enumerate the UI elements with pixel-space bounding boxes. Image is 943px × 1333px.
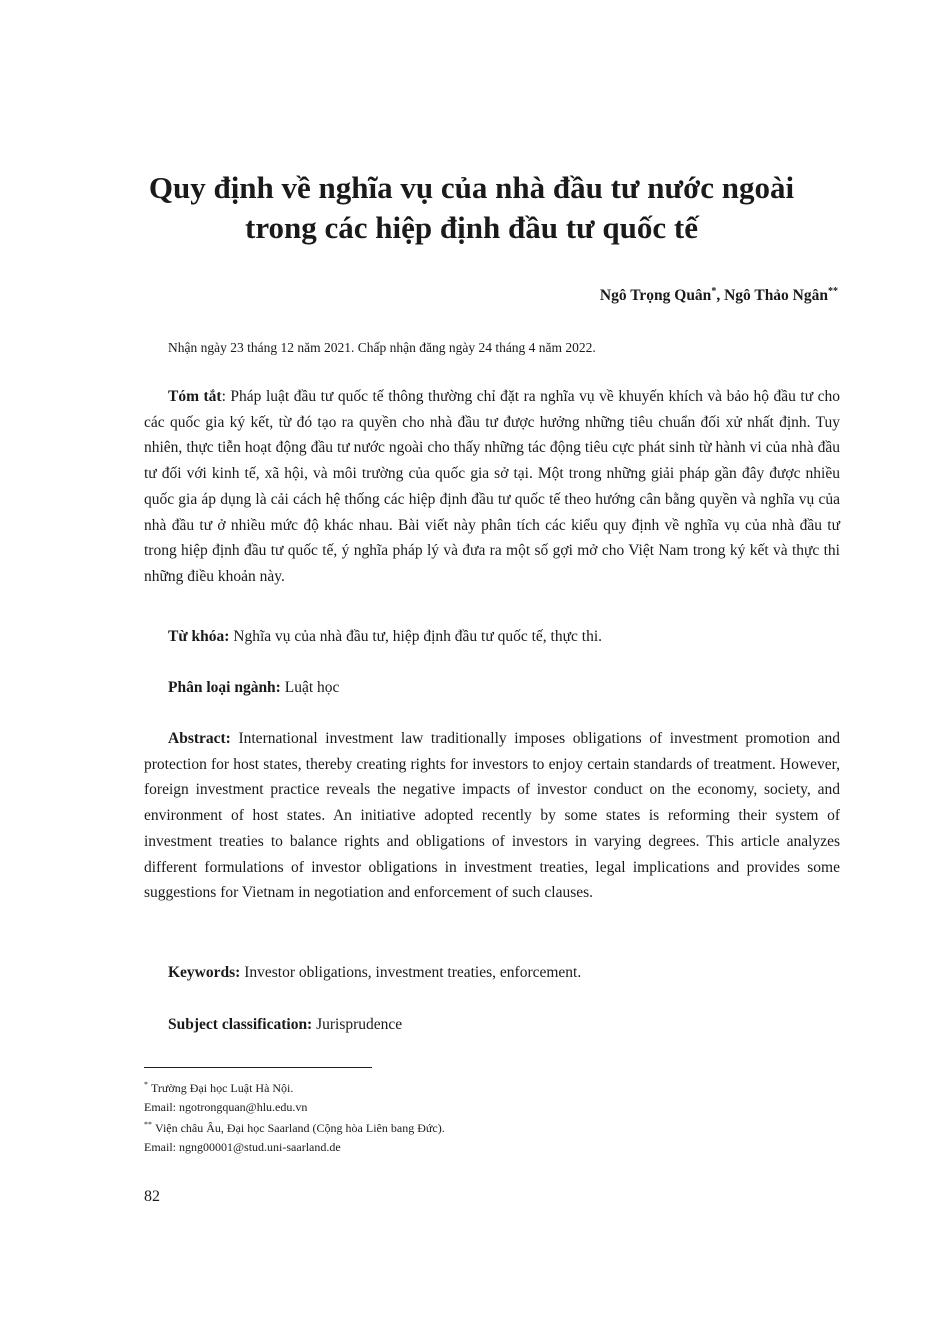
classification-vi-label: Phân loại ngành:	[168, 679, 281, 696]
keywords-vi-text: Nghĩa vụ của nhà đầu tư, hiệp định đầu tư quốc tế, thực thi.	[229, 628, 602, 645]
abstract-en-label: Abstract:	[168, 730, 231, 747]
footnote-2-mark: **	[144, 1120, 152, 1129]
title-line-1: Quy định về nghĩa vụ của nhà đầu tư nước ngoài	[148, 170, 795, 205]
article-title	[100, 168, 843, 248]
abstract-en-text: International investment law traditionally imposes obligations of investment promotion and protection for host states, thereby creating rights for investors to enjoy certain standards of treatment. However, foreign investment practice reveals the negative impacts of investor conduct on the economy, society, and environment of host states. An initiative adopted recently by some states is reforming their system of investment treaties to balance rights and obligations of investors in varying degrees. This article analyzes different formulations of investor obligations in investment treaties, legal implications and provides some suggestions for Vietnam in negotiation and enforcement of such clauses.	[144, 730, 840, 902]
abstract-vi-text: : Pháp luật đầu tư quốc tế thông thường chỉ đặt ra nghĩa vụ về khuyến khích và bảo hộ đầu tư cho các quốc gia ký kết, từ đó tạo ra quyền cho nhà đầu tư được hưởng những tiêu chuẩn đối xử nhất định. Tuy nhiên, thực tiễn hoạt động đầu tư nước ngoài cho thấy những tác động tiêu cực phát sinh từ hành vi của nhà đầu tư đối với kinh tế, xã hội, và môi trường của quốc gia sở tại. Một trong những giải pháp gần đây được nhiều quốc gia áp dụng là cải cách hệ thống các hiệp định đầu tư quốc tế theo hướng cân bằng quyền và nghĩa vụ của nhà đầu tư ở nhiều mức độ khác nhau. Bài viết này phân tích các kiểu quy định về nghĩa vụ của nhà đầu tư trong hiệp định đầu tư quốc tế, ý nghĩa pháp lý và đưa ra một số gợi mở cho Việt Nam trong ký kết và thực thi những điều khoản này.	[144, 388, 841, 585]
footnotes	[144, 1076, 844, 1156]
keywords-en-text: Investor obligations, investment treaties, enforcement.	[240, 964, 582, 981]
author-separator: ,	[716, 287, 725, 305]
footnote-2	[144, 1116, 844, 1138]
footnote-1-affiliation: Trường Đại học Luật Hà Nội.	[151, 1081, 294, 1095]
keywords-english	[144, 960, 840, 986]
abstract-english	[144, 726, 840, 906]
footnote-divider	[144, 1067, 372, 1068]
classification-english	[144, 1012, 840, 1038]
page-number: 82	[144, 1188, 160, 1205]
classification-vi-text: Luật học	[280, 679, 340, 696]
keywords-vi-label: Từ khóa:	[168, 628, 230, 645]
keywords-en-label: Keywords:	[168, 964, 241, 981]
abstract-vietnamese	[144, 384, 840, 590]
received-dates: Nhận ngày 23 tháng 12 năm 2021. Chấp nhận đăng ngày 24 tháng 4 năm 2022.	[168, 340, 596, 355]
author-2-name: Ngô Thảo Ngân	[724, 287, 828, 305]
footnote-1-email[interactable]: Email: ngotrongquan@hlu.edu.vn	[144, 1099, 308, 1114]
author-1-footnote-mark[interactable]: *	[711, 286, 717, 297]
classification-vietnamese	[144, 675, 840, 701]
classification-en-label: Subject classification:	[168, 1016, 313, 1033]
footnote-2-email[interactable]: Email: ngng00001@stud.uni-saarland.de	[144, 1139, 341, 1154]
keywords-vietnamese	[144, 624, 840, 650]
author-1-name: Ngô Trọng Quân	[599, 287, 712, 305]
author-2-footnote-mark[interactable]: **	[828, 286, 838, 297]
classification-en-text: Jurisprudence	[312, 1016, 403, 1033]
author-line	[600, 286, 838, 305]
abstract-vi-label: Tóm tắt	[168, 388, 222, 405]
footnote-2-affiliation: Viện châu Âu, Đại học Saarland (Cộng hòa Liên bang Đức).	[155, 1121, 445, 1135]
title-line-2: trong các hiệp định đầu tư quốc tế	[245, 210, 698, 245]
footnote-1-mark: *	[144, 1080, 148, 1089]
footnote-1	[144, 1076, 844, 1098]
